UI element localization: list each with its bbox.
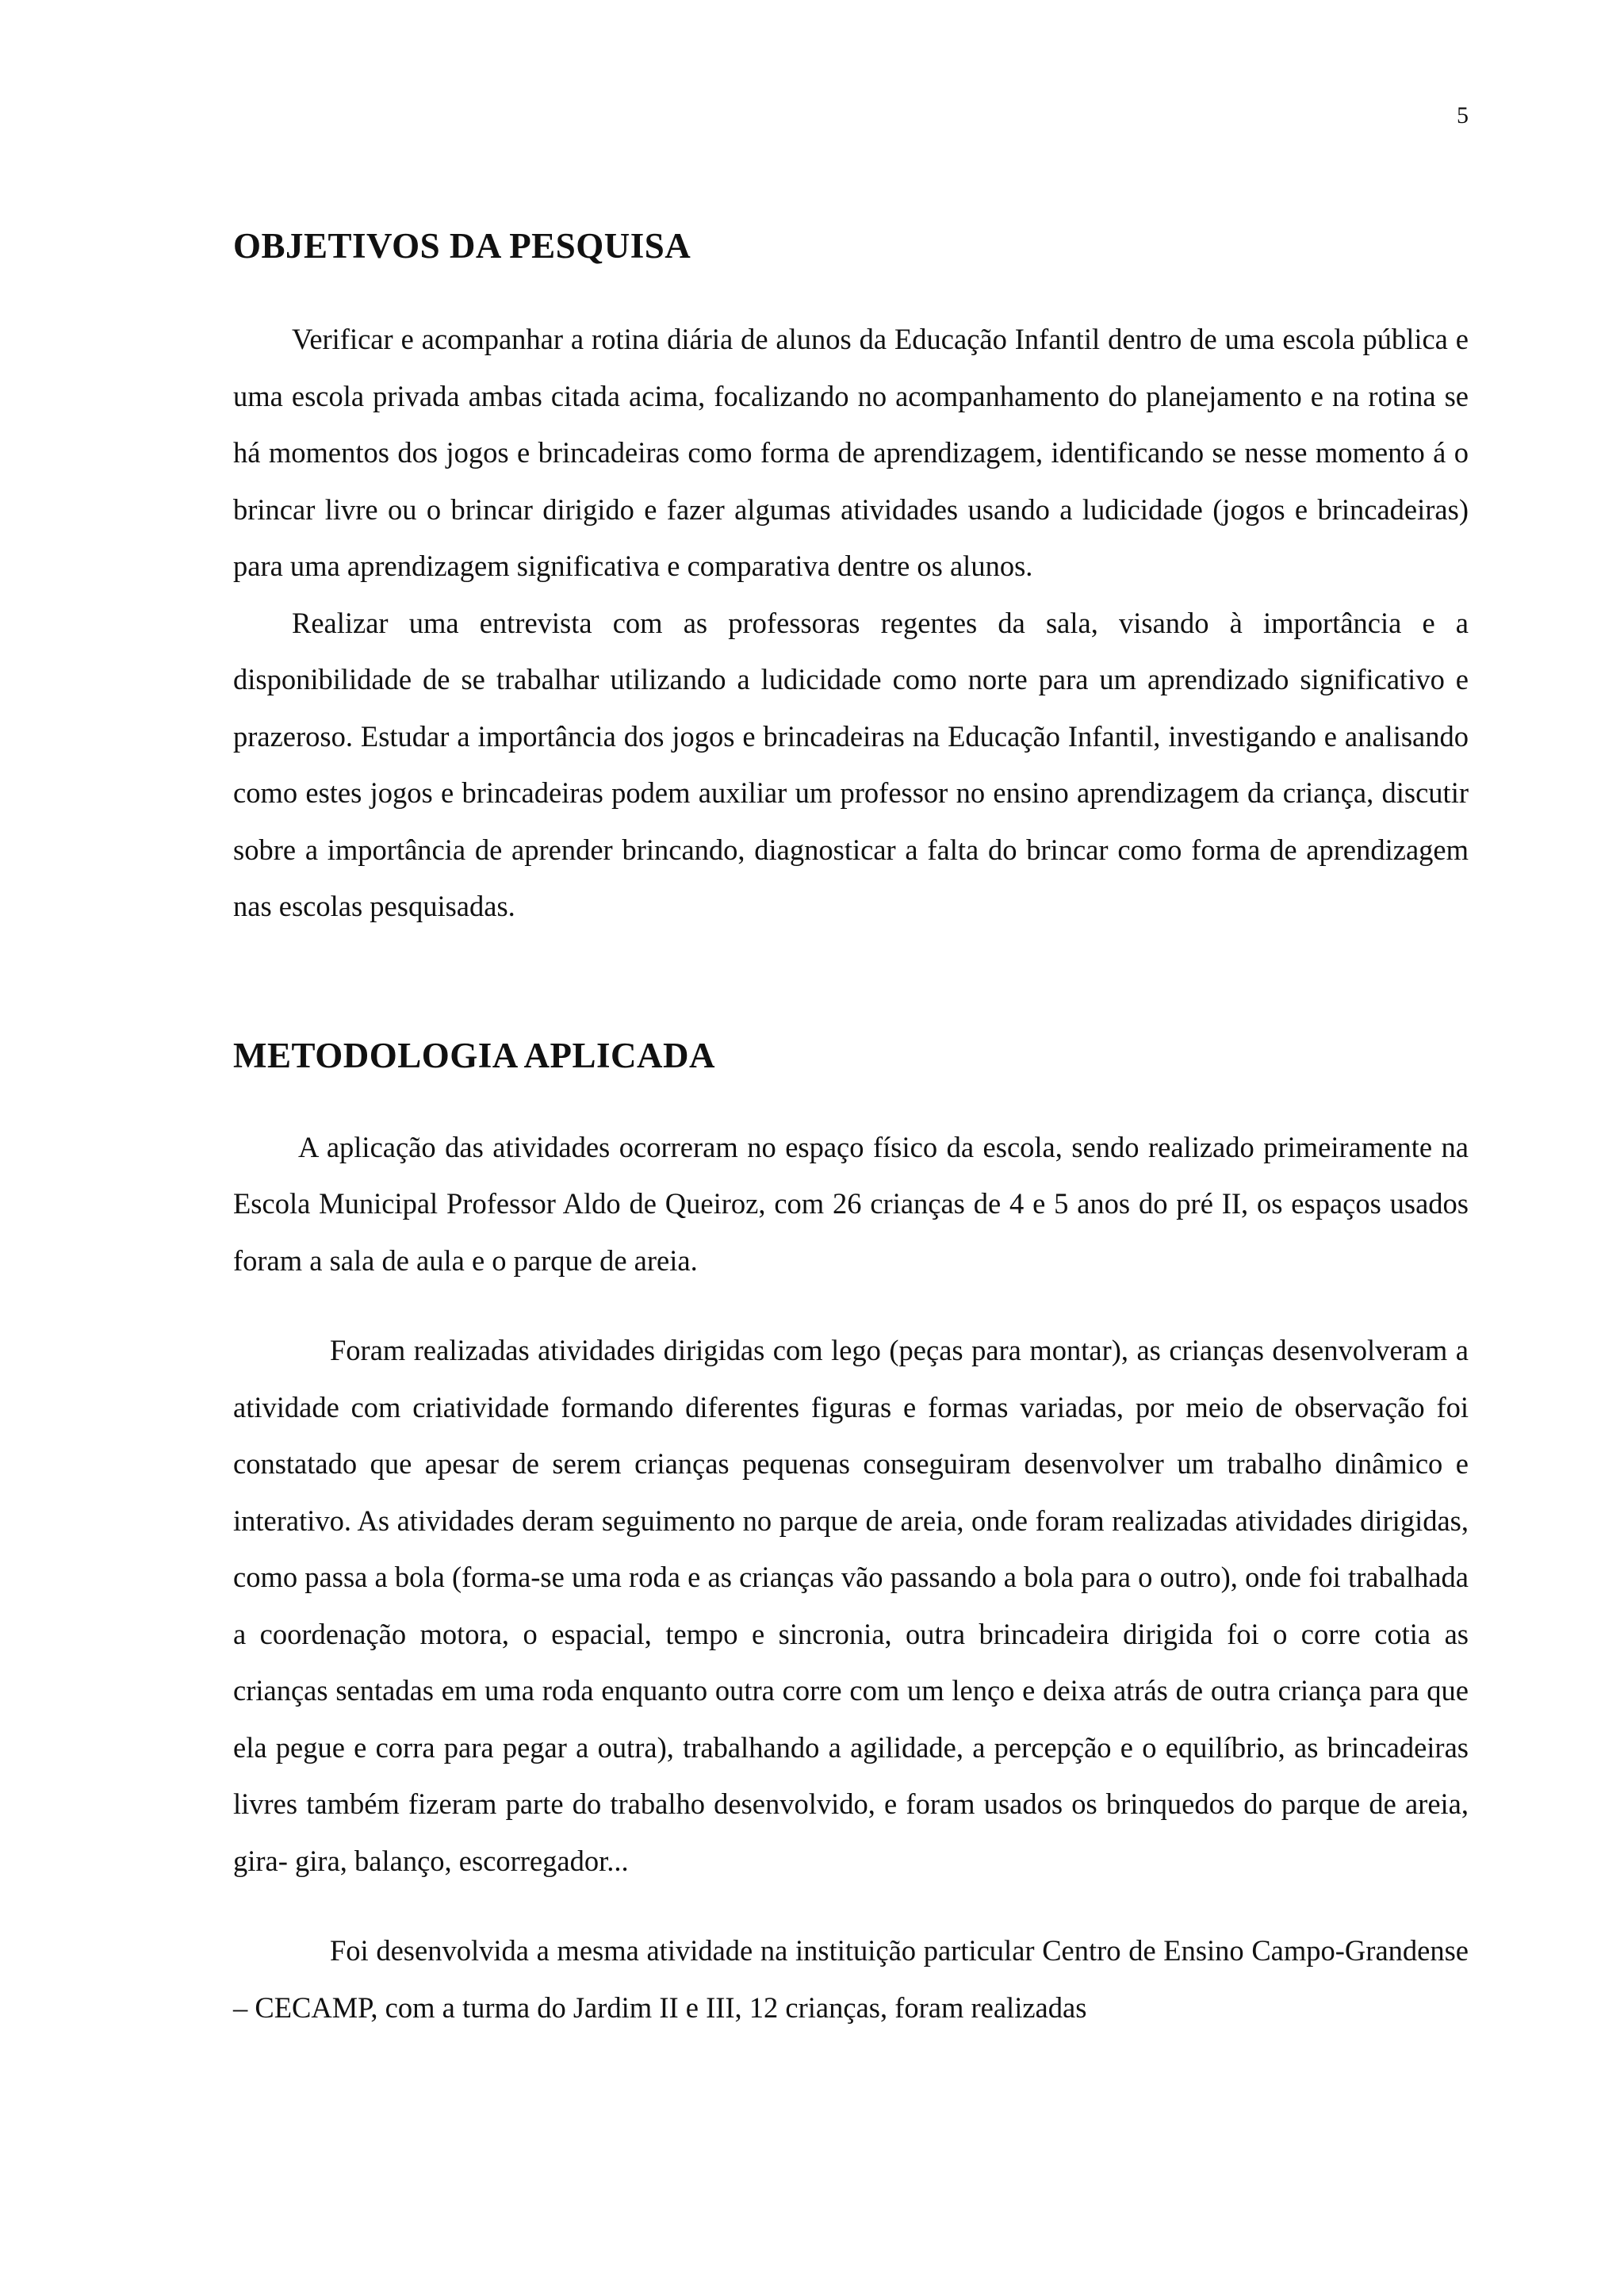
section-heading-metodologia: METODOLOGIA APLICADA <box>233 1035 716 1075</box>
section-heading-objetivos: OBJETIVOS DA PESQUISA <box>233 226 691 266</box>
section-metodologia <box>233 1032 1469 2036</box>
paragraph-objetivos-2: Realizar uma entrevista com as professoras regentes da sala, visando à importância e a disponibilidade de se trabalhar utilizando a ludicidade como norte para um aprendizado significativo e prazeroso. Estudar a importância dos jogos e brincadeiras na Educação Infantil, investigando e analisando como estes jogos e brincadeiras podem auxiliar um professor no ensino aprendizagem da criança, discutir sobre a importância de aprender brincando, diagnosticar a falta do brincar como forma de aprendizagem nas escolas pesquisadas. <box>233 606 1469 922</box>
paragraph-objetivos-1: Verificar e acompanhar a rotina diária de alunos da Educação Infantil dentro de uma escola pública e uma escola privada ambas citada acima, focalizando no acompanhamento do planejamento e na rotina se há momentos dos jogos e brincadeiras como forma de aprendizagem, identificando se nesse momento á o brincar livre ou o brincar dirigido e fazer algumas atividades usando a ludicidade (jogos e brincadeiras) para uma aprendizagem significativa e comparativa dentre os alunos. <box>233 323 1469 582</box>
paragraph-metodologia-2: Foram realizadas atividades dirigidas com lego (peças para montar), as crianças desenvolveram a atividade com criatividade formando diferentes figuras e formas variadas, por meio de observação foi constatado que apesar de serem crianças pequenas conseguiram desenvolver um trabalho dinâmico e interativo. As atividades deram seguimento no parque de areia, onde foram realizadas atividades dirigidas, como passa a bola (forma-se uma roda e as crianças vão passando a bola para o outro), onde foi trabalhada a coordenação motora, o espacial, tempo e sincronia, outra brincadeira dirigida foi o corre cotia as crianças sentadas em uma roda enquanto outra corre com um lenço e deixa atrás de outra criança para que ela pegue e corra para pegar a outra), trabalhando a agilidade, a percepção e o equilíbrio, as brincadeiras livres também fizeram parte do trabalho desenvolvido, e foram usados os brinquedos do parque de areia, gira- gira, balanço, escorregador... <box>233 1334 1469 1877</box>
paragraph-metodologia-3: Foi desenvolvida a mesma atividade na instituição particular Centro de Ensino Campo-Grandense – CECAMP, com a turma do Jardim II e III, 12 crianças, foram realizadas <box>233 1934 1469 2024</box>
paragraph-metodologia-1: A aplicação das atividades ocorreram no espaço físico da escola, sendo realizado primeiramente na Escola Municipal Professor Aldo de Queiroz, com 26 crianças de 4 e 5 anos do pré II, os espaços usados foram a sala de aula e o parque de areia. <box>233 1130 1469 1277</box>
section-objetivos <box>233 222 1469 935</box>
page-number: 5 <box>1457 102 1469 128</box>
page-body <box>233 222 1469 2036</box>
